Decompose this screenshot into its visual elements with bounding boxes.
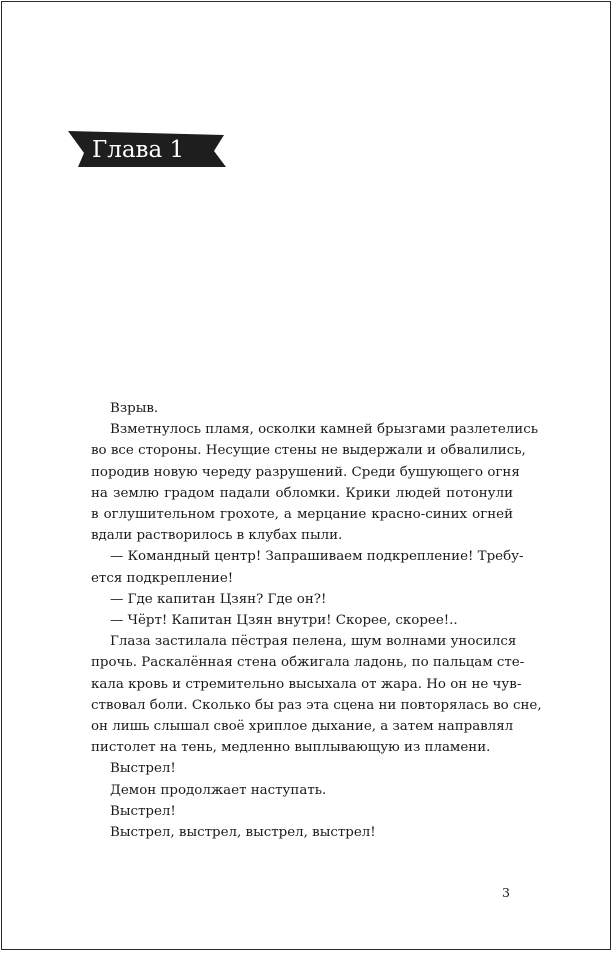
paragraph (91, 780, 513, 801)
text-line: Взметнулось пламя, осколки камней брызгами разлетелись (110, 422, 538, 438)
text-line: Взрыв. (110, 401, 159, 416)
paragraph (91, 822, 513, 843)
paragraph (91, 546, 524, 588)
text-line: Глаза застилала пёстрая пелена, шум волнами уносился (110, 634, 517, 650)
page-number: 3 (502, 885, 510, 900)
paragraph (91, 398, 513, 419)
text-line: породив новую череду разрушений. Среди бушующего огня (91, 464, 520, 480)
text-line: в оглушительном грохоте, а мерцание красно-синих огней (91, 507, 513, 523)
text-line: — Командный центр! Запрашиваем подкрепление! Требу- (110, 549, 524, 565)
paragraph (91, 631, 542, 758)
text-line: ствовал боли. Сколько бы раз эта сцена ни повторялась во сне, (91, 697, 542, 713)
text-line: — Где капитан Цзян? Где он?! (110, 591, 327, 607)
text-line: кала кровь и стремительно высыхала от жара. Но он не чув- (91, 676, 522, 692)
paragraph (91, 419, 538, 546)
text-line: во все стороны. Несущие стены не выдержали и обвалились, (91, 443, 526, 459)
text-line: Демон продолжает наступать. (110, 782, 327, 798)
text-line: прочь. Раскалённая стена обжигала ладонь, по пальцам сте- (91, 655, 525, 671)
text-line: вдали растворилось в клубах пыли. (91, 528, 343, 544)
text-line: ется подкрепление! (91, 570, 234, 586)
text-line: Выстрел! (110, 761, 176, 777)
page (1, 1, 611, 950)
text-line: пистолет на тень, медленно выплывающую из пламени. (91, 740, 491, 756)
text-line: он лишь слышал своё хриплое дыхание, а затем направлял (91, 719, 514, 735)
text-line: Выстрел! (110, 803, 176, 819)
text-line: Выстрел, выстрел, выстрел, выстрел! (110, 825, 376, 841)
chapter-banner (68, 131, 226, 168)
chapter-title: Глава 1 (92, 137, 185, 163)
text-line: — Чёрт! Капитан Цзян внутри! Скорее, скорее!.. (110, 613, 458, 629)
paragraph (91, 758, 513, 779)
paragraph (91, 610, 513, 631)
paragraph (91, 589, 513, 610)
chapter-body-text (91, 398, 542, 843)
paragraph (91, 801, 513, 822)
text-line: на землю градом падали обломки. Крики людей потонули (91, 485, 513, 501)
